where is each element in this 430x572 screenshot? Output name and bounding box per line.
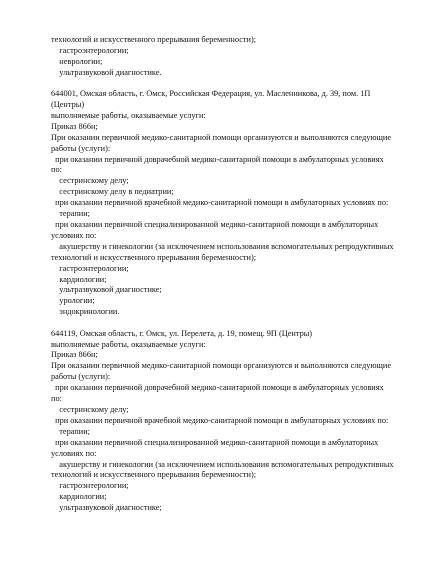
text-line: ультразвуковой диагностике; [51,285,162,295]
text-line: (Центры) [51,100,85,110]
text-line: При оказании первичной медико-санитарной помощи организуются и выполняются следующие [51,132,392,142]
text-line: урологии; [51,296,95,306]
text-line: ультразвуковой диагностике. [51,67,162,77]
text-line: 644119, Омская область, г. Омск, ул. Перелета, д. 19, помещ. 9П (Центры) [51,328,313,338]
text-line: эндокринологии. [51,307,120,317]
text-line: гастроэнтерологии; [51,481,129,491]
document-page [51,35,413,514]
text-line: при оказании первичной врачебной медико-санитарной помощи в амбулаторных условиях по: [51,198,389,208]
text-line: при оказании первичной специализированной медико-санитарной помощи в амбулаторных [51,220,379,229]
text-line: по: [51,165,62,175]
text-line: технологий и искусственного прерывания беременности); [51,470,257,480]
text-line: 644001, Омская область, г. Омск, Российская Федерация, ул. Масленникова, д. 39, пом. 1П [51,89,371,99]
text-line: неврологии; [51,56,103,66]
text-line: при оказании первичной специализированной медико-санитарной помощи в амбулаторных [51,437,379,447]
paragraph-gap [51,79,413,90]
text-line: технологий и искусственного прерывания беременности); [51,252,257,262]
text-line: акушерству и гинекологии (за исключением использования вспомогательных репродуктивных [51,241,394,251]
text-line: технологий и искусственного прерывания беременности); [51,35,257,44]
text-line: работы (услуги): [51,372,111,382]
text-line: работы (услуги): [51,143,111,153]
text-line: сестринскому делу в педиатрии; [51,187,174,197]
text-line: акушерству и гинекологии (за исключением использования вспомогательных репродуктивных [51,459,394,469]
address-block [51,35,413,79]
text-line: Приказ 866н; [51,350,98,360]
text-line: сестринскому делу; [51,176,129,186]
text-line: кардиологии; [51,274,107,284]
text-line: кардиологии; [51,492,107,502]
text-line: сестринскому делу; [51,405,129,414]
address-block [51,89,413,318]
text-line: терапии; [51,209,90,219]
address-block [51,329,413,514]
text-line: условиях по: [51,230,97,240]
text-line: выполняемые работы, оказываемые услуги: [51,110,206,120]
text-line: условиях по: [51,448,97,458]
text-line: терапии; [51,426,90,436]
text-line: при оказании первичной врачебной медико-санитарной помощи в амбулаторных условиях по: [51,415,389,425]
text-line: При оказании первичной медико-санитарной помощи организуются и выполняются следующие [51,361,392,371]
text-line: при оказании первичной доврачебной медико-санитарной помощи в амбулаторных условиях [51,154,384,164]
text-line: при оказании первичной доврачебной медико-санитарной помощи в амбулаторных условиях [51,383,384,393]
text-line: по: [51,394,62,404]
text-line: Приказ 866н; [51,121,98,131]
paragraph-gap [51,318,413,329]
text-line: ультразвуковой диагностике; [51,503,162,513]
text-line: выполняемые работы, оказываемые услуги: [51,339,206,349]
text-line: гастроэнтерологии; [51,45,129,55]
text-line: гастроэнтерологии; [51,263,129,273]
